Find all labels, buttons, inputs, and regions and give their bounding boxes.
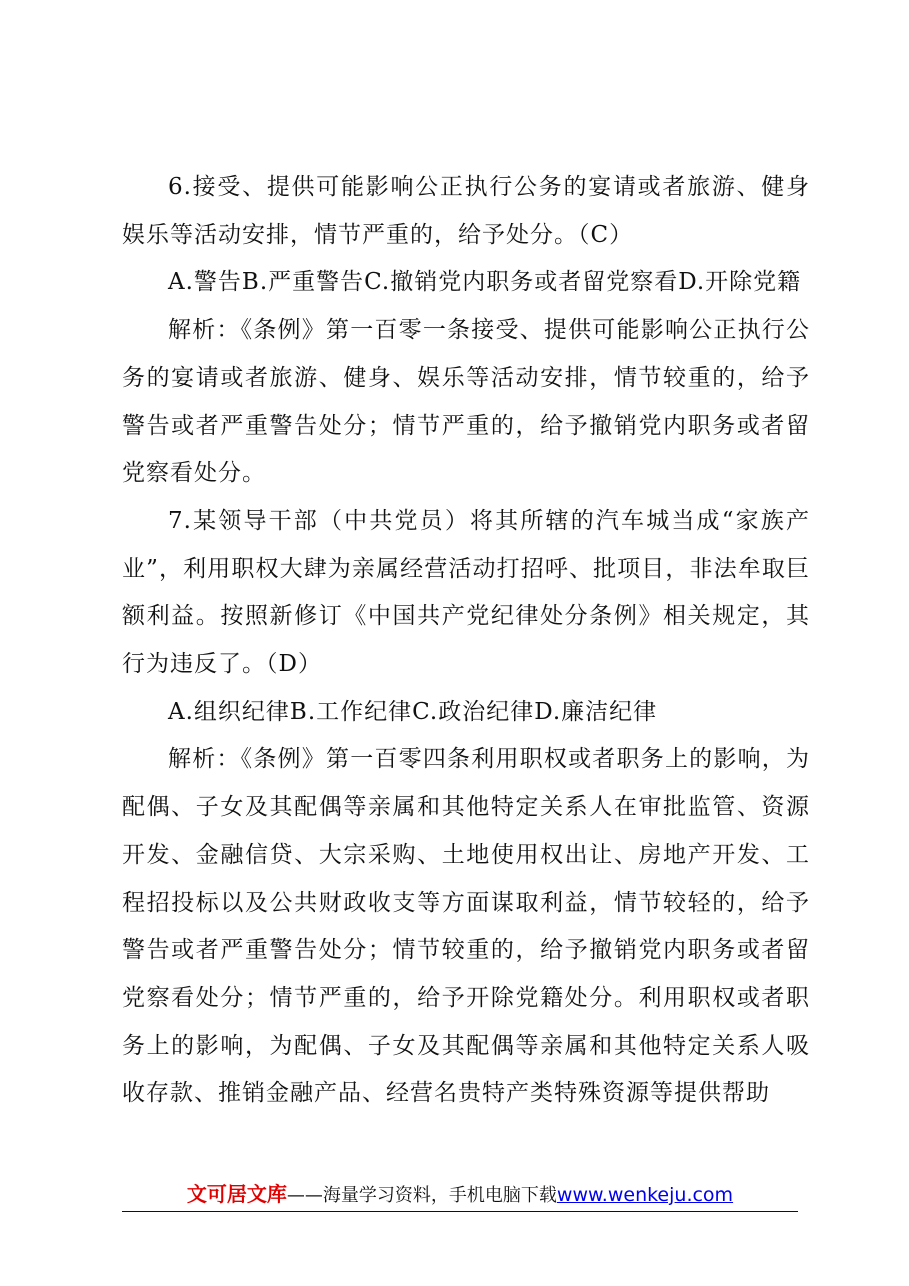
question-7-analysis: 解析：《条例》第一百零四条利用职权或者职务上的影响，为配偶、子女及其配偶等亲属和其他特定关系人在审批监管、资源开发、金融信贷、大宗采购、土地使用权出让、房地产开发、工程招投标以及公共财政收支等方面谋取利益，情节较轻的，给予警告或者严重警告处分；情节较重的，给予撤销党内职务或者留党察看处分；情节严重的，给予开除党籍处分。利用职权或者职务上的影响，为配偶、子女及其配偶等亲属和其他特定关系人吸收存款、推销金融产品、经营名贵特产类特殊资源等提供帮助 (122, 746, 810, 1107)
page-footer (122, 1180, 798, 1210)
footer-tagline: ——海量学习资料，手机电脑下载 (286, 1185, 557, 1206)
question-6-options: A.警告B.严重警告C.撤销党内职务或者留党察看D.开除党籍 (168, 269, 802, 296)
document-body (122, 164, 810, 1118)
footer-divider (122, 1211, 798, 1212)
footer-brand: 文可居文库 (186, 1182, 287, 1206)
question-7: 7.某领导干部（中共党员）将其所辖的汽车城当成“家族产业”，利用职权大肆为亲属经营活动打招呼、批项目，非法牟取巨额利益。按照新修订《中国共产党纪律处分条例》相关规定，其行为违反了。（D） (122, 507, 810, 678)
question-6: 6.接受、提供可能影响公正执行公务的宴请或者旅游、健身娱乐等活动安排，情节严重的，给予处分。（C） (122, 174, 810, 248)
footer-link[interactable]: www.wenkeju.com (556, 1184, 734, 1206)
question-6-analysis: 解析：《条例》第一百零一条接受、提供可能影响公正执行公务的宴请或者旅游、健身、娱乐等活动安排，情节较重的，给予警告或者严重警告处分；情节严重的，给予撤销党内职务或者留党察看处分。 (122, 317, 810, 487)
question-7-options: A.组织纪律B.工作纪律C.政治纪律D.廉洁纪律 (168, 698, 658, 725)
